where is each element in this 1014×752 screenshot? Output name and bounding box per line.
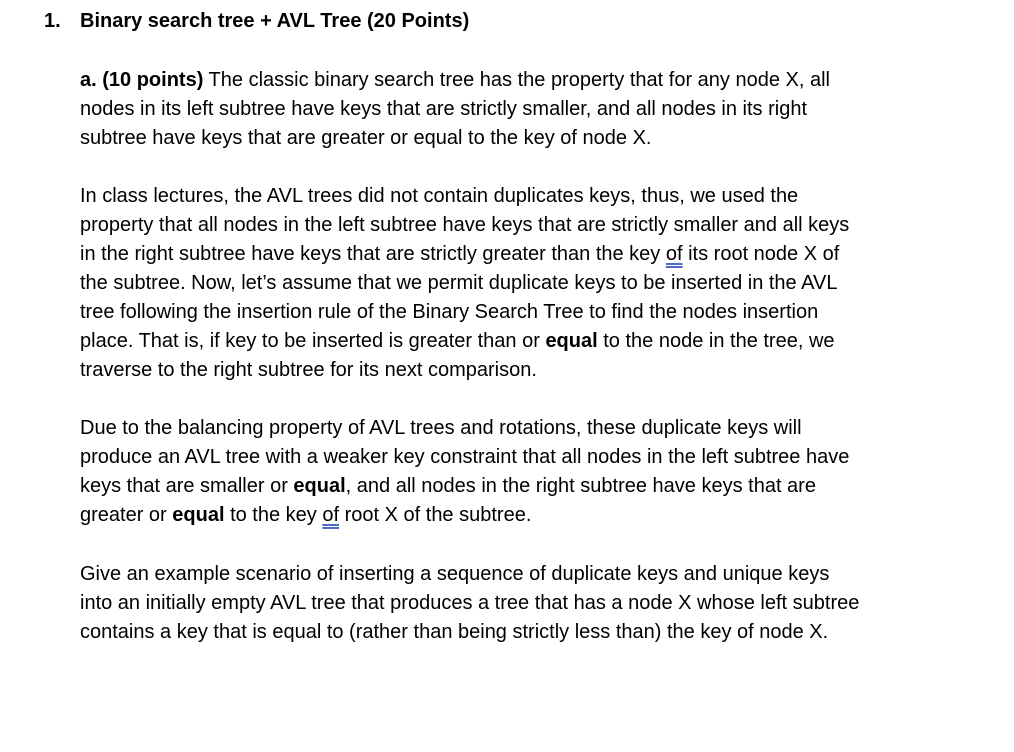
para4-line-1: Give an example scenario of inserting a sequence of duplicate keys and unique keys <box>80 563 830 585</box>
para4-line-2: into an initially empty AVL tree that produces a tree that has a node X whose left subtree <box>80 592 860 614</box>
part-a-label: a. (10 points) <box>80 69 204 91</box>
question-title: Binary search tree + AVL Tree (20 Points) <box>80 10 470 32</box>
question-number: 1. <box>44 10 61 32</box>
para2-line-7: traverse to the right subtree for its next comparison. <box>80 359 537 381</box>
spellcheck-underlined-word: of <box>665 243 683 265</box>
question-heading <box>44 8 469 34</box>
para2-line-1: In class lectures, the AVL trees did not contain duplicates keys, thus, we used the <box>80 185 799 207</box>
part-a-line-2: nodes in its left subtree have keys that are strictly smaller, and all nodes in its right <box>80 98 808 120</box>
part-a-paragraph <box>80 66 960 153</box>
part-a-line-1: a. (10 points) The classic binary search tree has the property that for any node X, all <box>80 69 830 91</box>
para2-line-4: the subtree. Now, let’s assume that we permit duplicate keys to be inserted in the AVL <box>80 272 838 294</box>
para2-line-5: tree following the insertion rule of the Binary Search Tree to find the nodes insertion <box>80 301 819 323</box>
para3-line-2: produce an AVL tree with a weaker key constraint that all nodes in the left subtree have <box>80 446 850 468</box>
para2-line-6: place. That is, if key to be inserted is greater than or equal to the node in the tree, we <box>80 330 835 352</box>
para2-line-2: property that all nodes in the left subtree have keys that are strictly smaller and all keys <box>80 214 850 236</box>
para3-line-4: greater or equal to the key of root X of the subtree. <box>80 504 532 526</box>
balancing-paragraph <box>80 414 960 530</box>
para2-line-3: in the right subtree have keys that are strictly greater than the key of its root node X of <box>80 243 840 265</box>
part-a-line-3: subtree have keys that are greater or equal to the key of node X. <box>80 127 652 149</box>
para3-line-3: keys that are smaller or equal, and all nodes in the right subtree have keys that are <box>80 475 816 497</box>
avl-duplicates-paragraph <box>80 182 960 385</box>
para4-line-3: contains a key that is equal to (rather than being strictly less than) the key of node X. <box>80 621 829 643</box>
spellcheck-underlined-word: of <box>322 504 340 526</box>
para3-line-1: Due to the balancing property of AVL trees and rotations, these duplicate keys will <box>80 417 802 439</box>
emphasis-equal: equal <box>293 475 346 497</box>
task-paragraph <box>80 560 960 647</box>
emphasis-equal: equal <box>172 504 225 526</box>
emphasis-equal: equal <box>545 330 598 352</box>
